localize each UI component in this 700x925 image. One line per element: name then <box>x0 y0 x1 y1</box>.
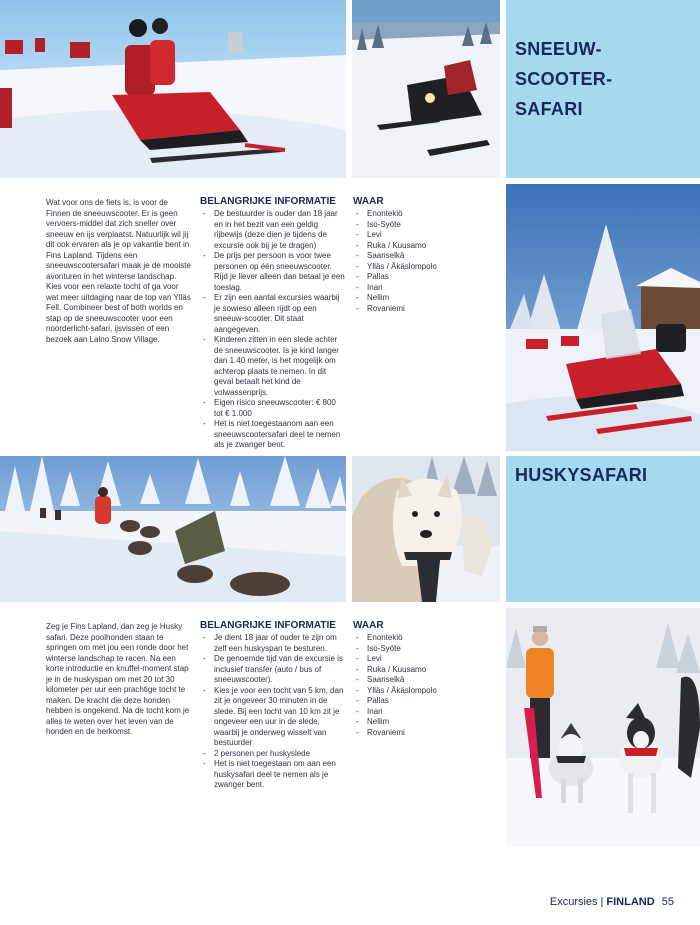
husky-info-list <box>200 633 346 791</box>
list-item: - Ylläs / Äkäslompolo <box>353 686 473 697</box>
husky-intro <box>46 622 192 738</box>
list-item: - Inari <box>353 707 473 718</box>
list-item: - Iso-Syöte <box>353 220 473 231</box>
list-item: - Pallas <box>353 696 473 707</box>
husky-info-heading: BELANGRIJKE INFORMATIE <box>200 620 336 631</box>
list-item: - Enontekiö <box>353 633 473 644</box>
snowmobile-info <box>200 196 346 451</box>
list-item: - De bestuurder is ouder dan 18 jaar en in het bezit van een geldig rijbewijs (deze dien je tijdens de excursie ook bij je te dragen) <box>200 209 346 251</box>
husky-info <box>200 620 346 791</box>
page-footer <box>550 896 674 908</box>
husky-title-line-1: HUSKYSAFARI <box>515 465 648 485</box>
list-item: - Levi <box>353 230 473 241</box>
list-item: - Je dient 18 jaar of ouder te zijn om zelf een huskyspan te besturen. <box>200 633 346 654</box>
list-item: - Het is niet toegestaanom aan een sneeuwscootersafari deel te nemen als je zwanger bent. <box>200 419 346 451</box>
husky-where <box>353 620 473 738</box>
snowmobile-info-list <box>200 209 346 451</box>
photo-husky-musher <box>506 608 700 847</box>
husky-where-list <box>353 633 473 738</box>
photo-snowmobile-forest <box>352 0 500 178</box>
list-item: - Inari <box>353 283 473 294</box>
list-item: - Kies je voor een tocht van 5 km, dan zit je ongeveer 30 minuten in de slede. Bij een tocht van 10 km zit je ongeveer een uur in de slede, waarbij je onderweg wisselt van bestuurder <box>200 686 346 749</box>
photo-husky-sleds <box>0 456 346 602</box>
snowmobile-intro <box>46 198 192 345</box>
husky-where-heading: WAAR <box>353 620 384 631</box>
list-item: - Kinderen zitten in een slede achter de sneeuwscooter. Is je kind langer dan 1.40 meter, is het mogelijk om achterop plaats te nemen. In dit geval betaalt het kind de volwassenprijs. <box>200 335 346 398</box>
photo-husky-closeup <box>352 456 500 602</box>
husky-intro-text: Zeg je Fins Lapland, dan zeg je Husky safari. Deze poolhonden staan te springen om met jou een ronde door het winterse landschap te racen. Na een korte introductie en knuffel-moment stap je in de huskyspan om met 20 tot 30 kilometer per uur een prachtige tocht te maken. De kracht die deze honden hebben is ongekend. Na de tocht kom je alles te weten over het leven van de honden en de herkomst. <box>46 622 190 736</box>
list-item: - Rovaniemi <box>353 304 473 315</box>
snowmobile-title <box>515 34 612 124</box>
photo-snowmobile-cabin <box>506 184 700 451</box>
footer-section: Excursies <box>549 896 598 908</box>
snowmobile-where-list <box>353 209 473 314</box>
husky-title <box>515 460 647 490</box>
list-item: - Het is niet toegestaan om aan een huskysafari deel te nemen als je zwanger bent. <box>200 759 346 791</box>
list-item: - De genoemde tijd van de excursie is inclusief transfer (auto / bus of sneeuwscooter). <box>200 654 346 686</box>
list-item: - Rovaniemi <box>353 728 473 739</box>
list-item: - Enontekiö <box>353 209 473 220</box>
list-item: - Nellim <box>353 717 473 728</box>
list-item: - De prijs per persoon is voor twee personen op één sneeuwscooter. Rijd je liever alleen dan betaal je een toeslag. <box>200 251 346 293</box>
footer-separator: | <box>600 896 604 908</box>
snowmobile-title-line-2: SCOOTER- <box>515 69 613 89</box>
snowmobile-title-block <box>506 0 700 178</box>
list-item: - Eigen risico sneeuwscooter: € 800 tot € 1.000 <box>200 398 346 419</box>
list-item: - Er zijn een aantal excursies waarbij je sowieso alleen rijdt op een sneeuw-scooter. Dit staat aangegeven. <box>200 293 346 335</box>
list-item: - Ruka / Kuusamo <box>353 665 473 676</box>
list-item: - Ruka / Kuusamo <box>353 241 473 252</box>
husky-title-block <box>506 456 700 602</box>
footer-country: FINLAND <box>606 896 655 908</box>
snowmobile-where <box>353 196 473 314</box>
list-item: - Ylläs / Äkäslompolo <box>353 262 473 273</box>
snowmobile-title-line-1: SNEEUW- <box>515 39 602 59</box>
list-item: - Saariselkä <box>353 251 473 262</box>
page-number: 55 <box>661 896 674 908</box>
snowmobile-where-heading: WAAR <box>353 196 384 207</box>
list-item: - Saariselkä <box>353 675 473 686</box>
list-item: - Nellim <box>353 293 473 304</box>
list-item: - Iso-Syöte <box>353 644 473 655</box>
list-item: - Levi <box>353 654 473 665</box>
snowmobile-title-line-3: SAFARI <box>515 99 583 119</box>
list-item: - 2 personen per huskyslede <box>200 749 346 760</box>
list-item: - Pallas <box>353 272 473 283</box>
photo-snowmobile-group <box>0 0 346 178</box>
snowmobile-info-heading: BELANGRIJKE INFORMATIE <box>200 196 336 207</box>
snowmobile-intro-text: Wat voor ons de fiets is, is voor de Finnen de sneeuwscooter. Er is geen vervoers-middel dat zich sneller over sneeuw en ijs verplaatst. Natuurlijk wil jij dit ook ervaren als je op vakantie bent in Fins Lapland. Tijdens een sneeuwscootersafari maak je de mooiste avonturen in het winterse landschap. Kies voor een relaxte tocht of ga voor wat meer uitdaging naar de top van Ylläs Fell. Combineer best of both worlds en stap op de sneeuwscooter voor een noorderlicht-safari, ijsvissen of een bezoek aan Laino Snow Village. <box>46 198 191 344</box>
